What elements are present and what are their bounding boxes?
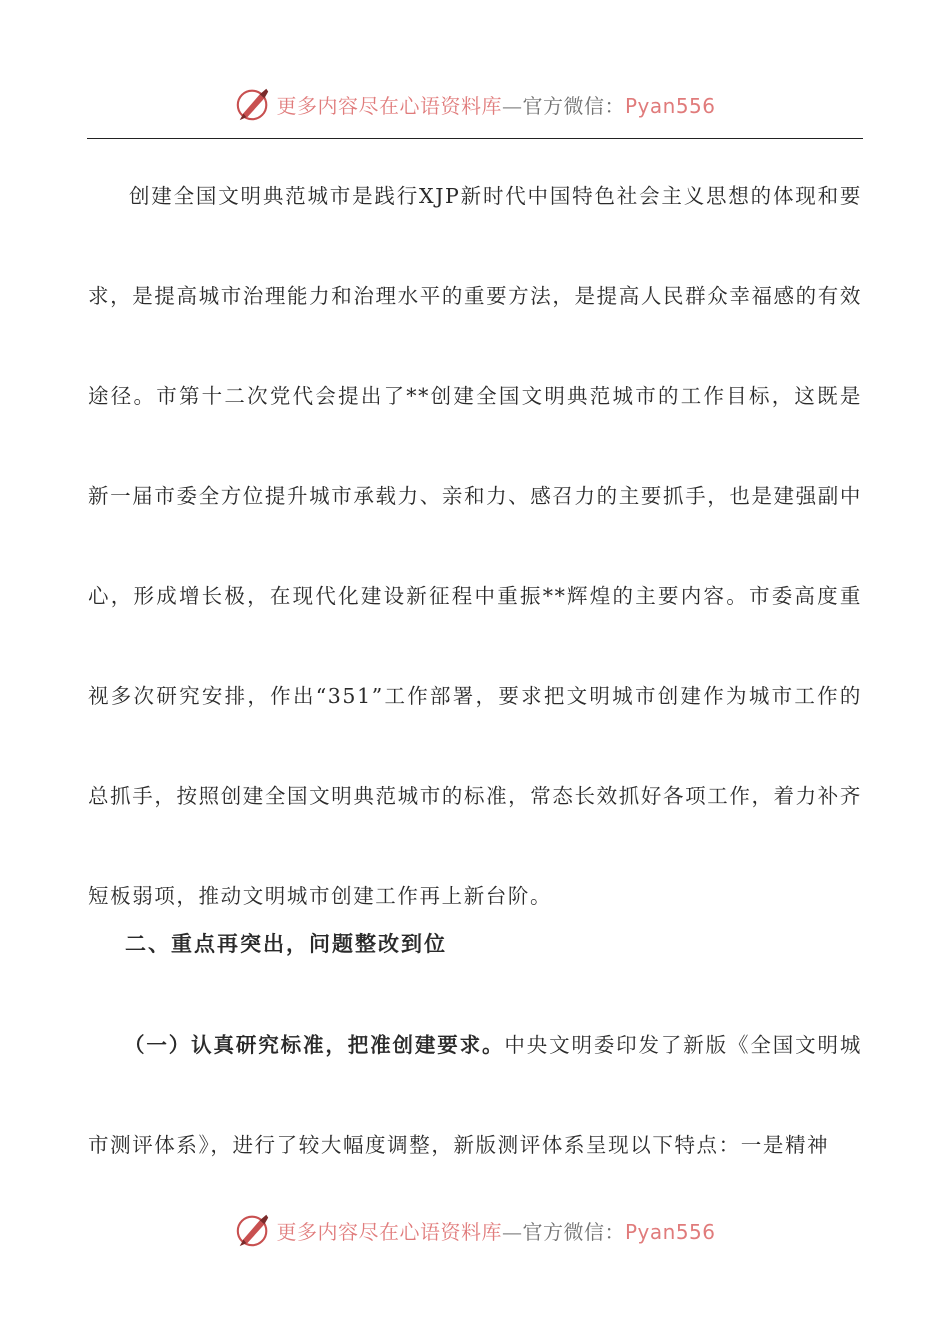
body-paragraph-2 bbox=[88, 995, 862, 1195]
header-banner bbox=[0, 82, 950, 126]
document-body bbox=[88, 146, 862, 946]
footer-wechat-id: Pyan556 bbox=[624, 1219, 716, 1244]
banner-wechat-id: Pyan556 bbox=[624, 93, 716, 118]
banner-dash: — bbox=[501, 93, 523, 118]
pen-nib-logo-icon bbox=[234, 85, 272, 123]
footer-wechat-label: 官方微信： bbox=[522, 1219, 625, 1244]
pen-nib-logo-icon bbox=[234, 1211, 272, 1249]
banner-slogan: 更多内容尽在心语资料库 bbox=[276, 93, 502, 118]
footer-dash: — bbox=[501, 1219, 523, 1244]
body-paragraph-2-text: 中央文明委印发了新版《全国文明城市测评体系》，进行了较大幅度调整，新版测评体系呈现以下特点：一是精神 bbox=[88, 1033, 862, 1157]
header-divider bbox=[87, 138, 863, 139]
footer-slogan: 更多内容尽在心语资料库 bbox=[276, 1219, 502, 1244]
body-paragraph-1: 创建全国文明典范城市是践行XJP新时代中国特色社会主义思想的体现和要求，是提高城市治理能力和治理水平的重要方法，是提高人民群众幸福感的有效途径。市第十二次党代会提出了**创建全国文明典范城市的工作目标，这既是新一届市委全方位提升城市承载力、亲和力、感召力的主要抓手，也是建强副中心，形成增长极，在现代化建设新征程中重振**辉煌的主要内容。市委高度重视多次研究安排，作出“351”工作部署，要求把文明城市创建作为城市工作的总抓手，按照创建全国文明典范城市的标准，常态长效抓好各项工作，着力补齐短板弱项，推动文明城市创建工作再上新台阶。 bbox=[88, 184, 862, 908]
banner-wechat-label: 官方微信： bbox=[522, 93, 625, 118]
subsection-lead: （一）认真研究标准，把准创建要求。 bbox=[124, 1033, 505, 1057]
footer-banner bbox=[0, 1208, 950, 1252]
section-heading: 二、重点再突出，问题整改到位 bbox=[125, 931, 447, 956]
